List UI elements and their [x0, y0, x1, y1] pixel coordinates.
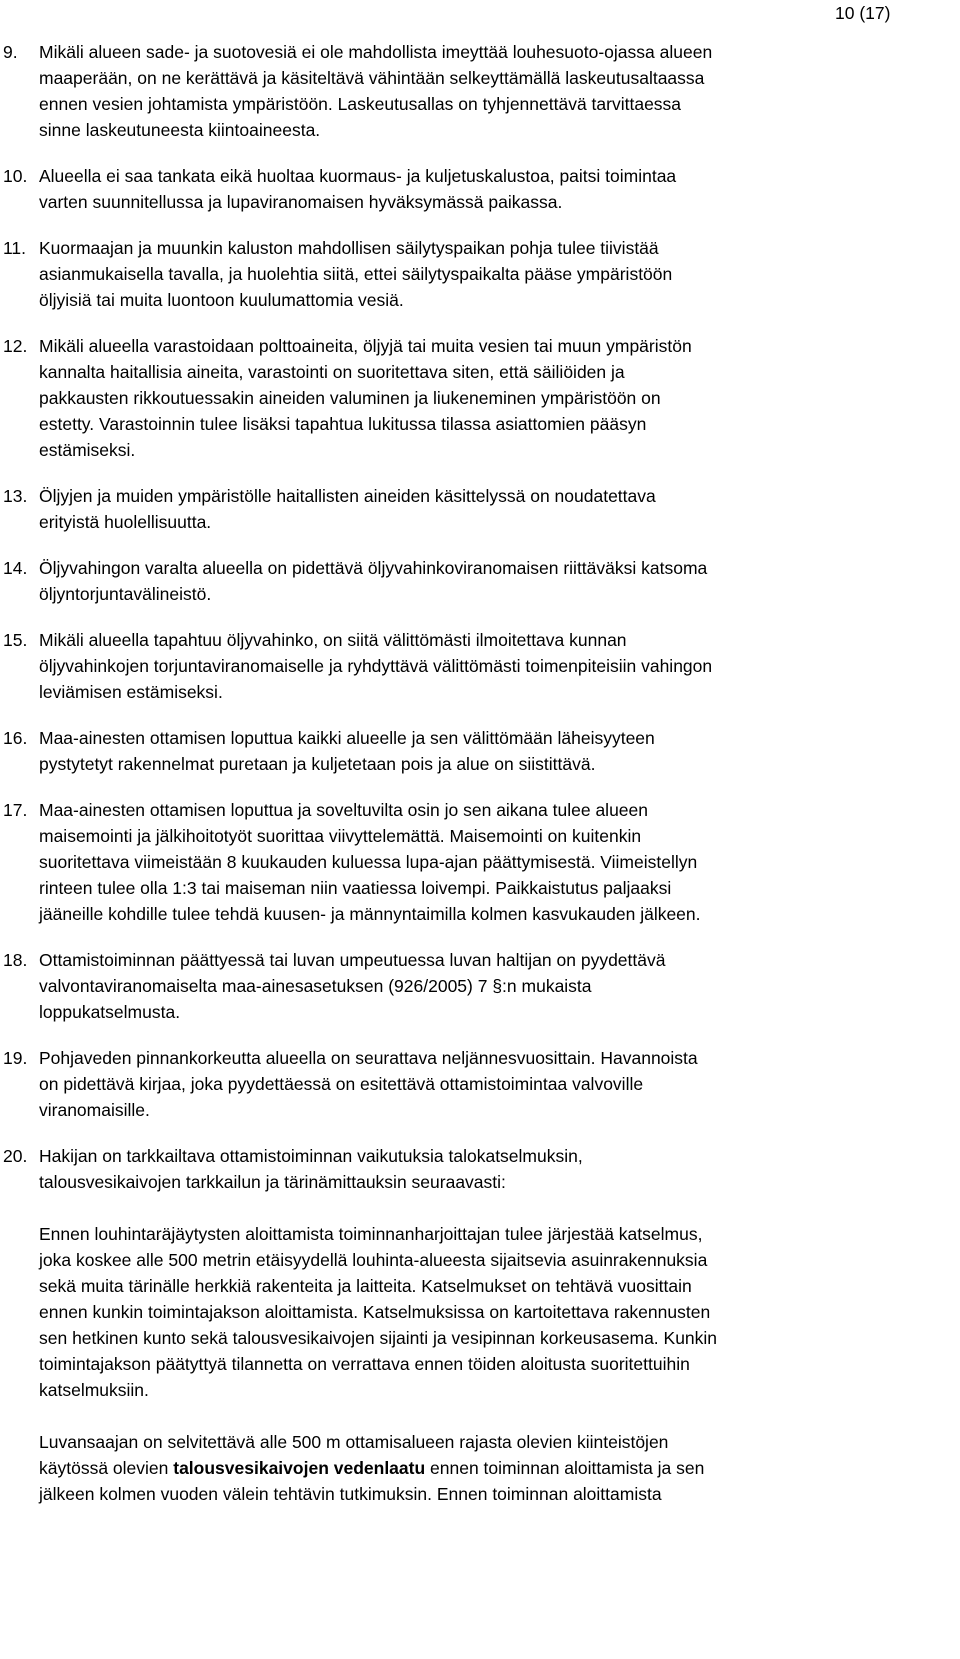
item-text: Kuormaajan ja muunkin kaluston mahdollisen säilytyspaikan pohja tulee tiivistää asianmukaisella tavalla, ja huolehtia siitä, ettei säilytyspaikalta pääse ympäristöön öljyisiä tai muita luontoon kuulumattomia vesiä. — [39, 238, 673, 310]
item-number: 15. — [3, 630, 28, 650]
bold-phrase: talousvesikaivojen vedenlaatu — [173, 1458, 426, 1478]
item-text: Öljyvahingon varalta alueella on pidettävä öljyvahinkoviranomaisen riittäväksi katsoma öljyntorjuntavälineistö. — [39, 558, 708, 604]
list-item — [0, 333, 960, 463]
item-number: 12. — [3, 336, 28, 356]
list-item — [0, 163, 960, 215]
page-number: 10 (17) — [835, 3, 891, 23]
conditions-list — [0, 39, 960, 1527]
item-number: 11. — [3, 238, 27, 258]
item-text: Öljyjen ja muiden ympäristölle haitallisten aineiden käsittelyssä on noudatettava erityistä huolellisuutta. — [39, 486, 656, 532]
item-body — [39, 483, 931, 535]
item-body — [39, 1143, 931, 1507]
item-number: 16. — [3, 728, 28, 748]
item-text: Hakijan on tarkkailtava ottamistoiminnan vaikutuksia talokatselmuksin, talousvesikaivojen tarkkailun ja tärinämittauksin seuraavasti: — [39, 1146, 583, 1192]
item-text: Mikäli alueella tapahtuu öljyvahinko, on siitä välittömästi ilmoitettava kunnan öljyvahinkojen torjuntaviranomaiselle ja ryhdyttävä välittömästi toimenpiteisiin vahingon leviämisen estämiseksi. — [39, 630, 713, 702]
list-item — [0, 1045, 960, 1123]
item-paragraph — [39, 1429, 931, 1507]
item-number: 9. — [3, 42, 18, 62]
item-body — [39, 797, 931, 927]
paragraph-text: Luvansaajan on selvitettävä alle 500 m ottamisalueen rajasta olevien kiinteistöjen käytössä olevien — [39, 1432, 669, 1478]
item-text: Mikäli alueella varastoidaan polttoaineita, öljyjä tai muita vesien tai muun ympäristön kannalta haitallisia aineita, varastointi on suoritettava siten, että säiliöiden ja pakkausten rikkoutuessakin aineiden valuminen ja liukeneminen ympäristöön on estetty. Varastoinnin tulee lisäksi tapahtua lukitussa tilassa asiattomien pääsyn estämiseksi. — [39, 336, 692, 460]
item-text: Pohjaveden pinnankorkeutta alueella on seurattava neljännesvuosittain. Havannoista on pidettävä kirjaa, joka pyydettäessä on esitettävä ottamistoimintaa valvoville viranomaisille. — [39, 1048, 698, 1120]
item-text: Ottamistoiminnan päättyessä tai luvan umpeutuessa luvan haltijan on pyydettävä valvontaviranomaiselta maa-ainesasetuksen (926/2005) 7 §:n mukaista loppukatselmusta. — [39, 950, 666, 1022]
list-item — [0, 39, 960, 143]
item-number: 19. — [3, 1048, 28, 1068]
list-item — [0, 797, 960, 927]
item-body — [39, 163, 931, 215]
item-body — [39, 235, 931, 313]
item-number: 13. — [3, 486, 28, 506]
paragraph-text: ennen toiminnan aloittamista ja sen jälkeen kolmen vuoden välein tehtävin tutkimuksin. Ennen toiminnan aloittamista — [39, 1458, 705, 1504]
list-item — [0, 483, 960, 535]
list-item — [0, 235, 960, 313]
item-number: 10. — [3, 166, 28, 186]
item-number: 20. — [3, 1146, 28, 1166]
item-number: 18. — [3, 950, 28, 970]
item-text: Alueella ei saa tankata eikä huoltaa kuormaus- ja kuljetuskalustoa, paitsi toimintaa varten suunnitellussa ja lupaviranomaisen hyväksymässä paikassa. — [39, 166, 677, 212]
item-number: 14. — [3, 558, 28, 578]
item-body — [39, 947, 931, 1025]
list-item — [0, 947, 960, 1025]
item-body — [39, 1045, 931, 1123]
list-item — [0, 627, 960, 705]
item-body — [39, 333, 931, 463]
item-text: Maa-ainesten ottamisen loputtua kaikki alueelle ja sen välittömään läheisyyteen pystytetyt rakennelmat puretaan ja kuljetetaan pois ja alue on siistittävä. — [39, 728, 655, 774]
list-item — [0, 555, 960, 607]
list-item — [0, 725, 960, 777]
item-paragraph: Ennen louhintaräjäytysten aloittamista toiminnanharjoittajan tulee järjestää katselmus, joka koskee alle 500 metrin etäisyydellä louhinta-alueesta sijaitsevia asuinrakennuksia sekä muita tärinälle herkkiä rakenteita ja laitteita. Katselmukset on tehtävä vuosittain ennen kunkin toimintajakson aloittamista. Katselmuksissa on kartoitettava rakennusten sen hetkinen kunto sekä talousvesikaivojen sijainti ja vesipinnan korkeusasema. Kunkin toimintajakson päätyttyä tilannetta on verrattava ennen töiden aloitusta suoritettuihin katselmuksiin. — [39, 1224, 718, 1400]
item-text: Maa-ainesten ottamisen loputtua ja soveltuvilta osin jo sen aikana tulee alueen maisemointi ja jälkihoitotyöt suorittaa viivyttelemättä. Maisemointi on kuitenkin suoritettava viimeistään 8 kuukauden kuluessa lupa-ajan päättymisestä. Viimeistellyn rinteen tulee olla 1:3 tai maiseman niin vaatiessa loivempi. Paikkaistutus paljaaksi jääneille kohdille tulee tehdä kuusen- ja männyntaimilla kolmen kasvukauden jälkeen. — [39, 800, 701, 924]
item-text: Mikäli alueen sade- ja suotovesiä ei ole mahdollista imeyttää louhesuoto-ojassa alueen maaperään, on ne kerättävä ja käsiteltävä vähintään selkeyttämällä laskeutusaltaassa ennen vesien johtamista ympäristöön. Laskeutusallas on tyhjennettävä tarvittaessa sinne laskeutuneesta kiintoaineesta. — [39, 42, 713, 140]
item-body — [39, 627, 931, 705]
list-item — [0, 1143, 960, 1507]
item-body — [39, 555, 931, 607]
item-body — [39, 725, 931, 777]
item-number: 17. — [3, 800, 28, 820]
item-body — [39, 39, 931, 143]
